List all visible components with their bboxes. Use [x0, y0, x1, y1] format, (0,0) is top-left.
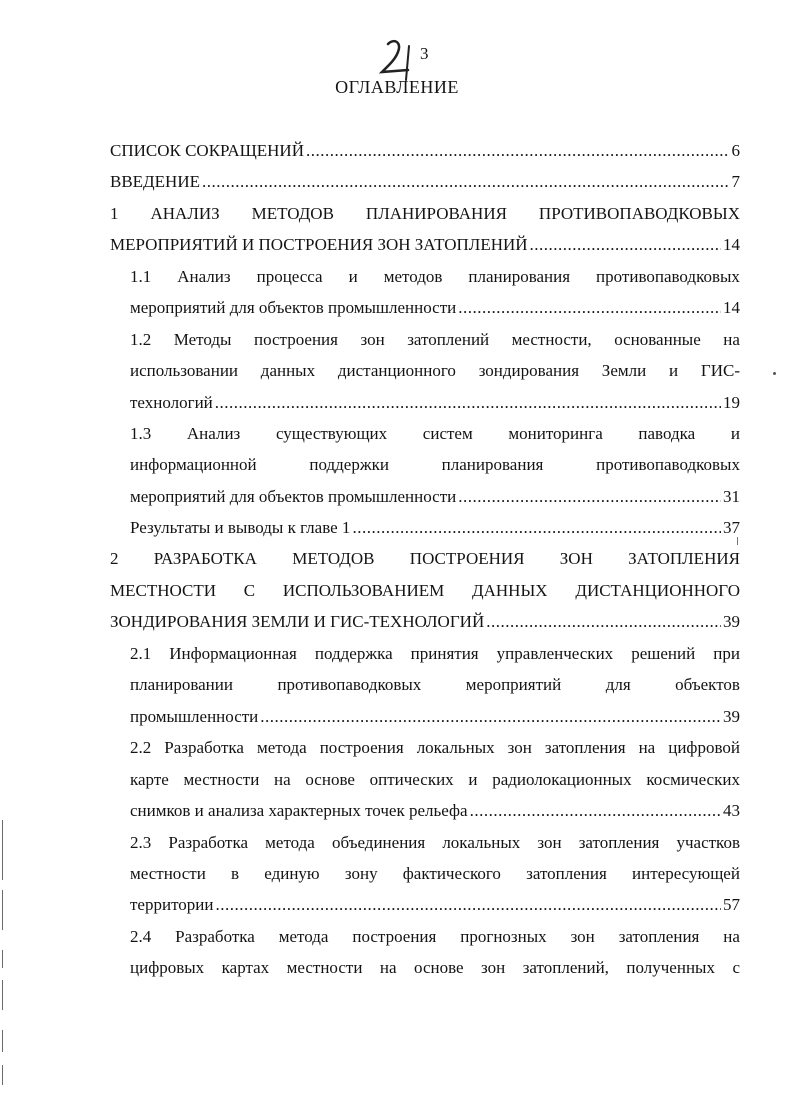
toc-title: ОГЛАВЛЕНИЕ: [335, 77, 459, 97]
toc-entry-title: СПИСОК СОКРАЩЕНИЙ: [110, 141, 304, 160]
toc-page-number: 39: [723, 612, 740, 631]
toc-entry-abbreviations[interactable]: [110, 137, 740, 165]
toc-entry-2-3-line-2[interactable]: местности в единую зону фактического затопления интересующей: [130, 864, 740, 883]
toc-page-number: 14: [723, 235, 740, 254]
toc-entry-1-1-line-2[interactable]: мероприятий для объектов промышленности ..... 14: [130, 294, 740, 322]
toc-entry-chapter-2-line-3[interactable]: ЗОНДИРОВАНИЯ ЗЕМЛИ И ГИС-ТЕХНОЛОГИЙ ..... 39: [110, 608, 740, 636]
scan-margin-marks: [2, 820, 5, 1090]
toc-entry-introduction[interactable]: [110, 168, 740, 196]
toc-leader-dots: [215, 389, 721, 417]
toc-entry-1-3-line-2[interactable]: информационной поддержки планирования противопаводковых: [130, 455, 740, 474]
toc-entry-2-3-line-3[interactable]: территории ..... 57: [130, 891, 740, 919]
scan-speck: [737, 537, 738, 545]
toc-entry-1-3-line-1[interactable]: 1.3 Анализ существующих систем мониторинга паводка и: [130, 424, 740, 443]
toc-entry-chapter-1-results[interactable]: Результаты и выводы к главе 1 ..... 37: [130, 514, 740, 542]
toc-entry-2-4-line-1[interactable]: 2.4 Разработка метода построения прогнозных зон затопления на: [130, 927, 740, 946]
toc-leader-dots: [352, 514, 721, 542]
toc-entry-chapter-2-line-1[interactable]: 2 РАЗРАБОТКА МЕТОДОВ ПОСТРОЕНИЯ ЗОН ЗАТОПЛЕНИЯ: [110, 549, 740, 568]
toc-entry-chapter-1-line-2[interactable]: МЕРОПРИЯТИЙ И ПОСТРОЕНИЯ ЗОН ЗАТОПЛЕНИЙ ..... 14: [110, 231, 740, 259]
toc-leader-dots: [215, 891, 721, 919]
toc-leader-dots: [306, 137, 730, 165]
toc-entry-1-2-line-1[interactable]: 1.2 Методы построения зон затоплений местности, основанные на: [130, 330, 740, 349]
toc-entry-2-2-line-2[interactable]: карте местности на основе оптических и радиолокационных космических: [130, 770, 740, 789]
toc-entry-2-1-line-2[interactable]: планировании противопаводковых мероприятий для объектов: [130, 675, 740, 694]
toc-entry-chapter-2-line-2[interactable]: МЕСТНОСТИ С ИСПОЛЬЗОВАНИЕМ ДАННЫХ ДИСТАНЦИОННОГО: [110, 581, 740, 600]
toc-entry-1-2-line-2[interactable]: использовании данных дистанционного зондирования Земли и ГИС-: [130, 361, 740, 380]
toc-entry-chapter-1-line-1[interactable]: 1 АНАЛИЗ МЕТОДОВ ПЛАНИРОВАНИЯ ПРОТИВОПАВОДКОВЫХ: [110, 204, 740, 223]
toc-page-number: 31: [723, 487, 740, 506]
toc-entry-2-1-line-3[interactable]: промышленности ..... 39: [130, 703, 740, 731]
toc-entry-2-3-line-1[interactable]: 2.3 Разработка метода объединения локальных зон затопления участков: [130, 833, 740, 852]
toc-entry-1-3-line-3[interactable]: мероприятий для объектов промышленности ..... 31: [130, 483, 740, 511]
toc-page-number: 6: [731, 141, 740, 160]
toc-leader-dots: [530, 231, 721, 259]
toc-leader-dots: [486, 608, 721, 636]
toc-page-number: 37: [723, 518, 740, 537]
toc-entry-2-4-line-2[interactable]: цифровых картах местности на основе зон затоплений, полученных с: [130, 958, 740, 977]
toc-leader-dots: [202, 168, 730, 196]
toc-entry-2-2-line-1[interactable]: 2.2 Разработка метода построения локальных зон затопления на цифровой: [130, 738, 740, 757]
toc-page-number: 14: [723, 298, 740, 317]
toc-leader-dots: [470, 797, 721, 825]
page-number: 3: [420, 44, 429, 63]
toc-leader-dots: [458, 483, 721, 511]
toc-entry-2-1-line-1[interactable]: 2.1 Информационная поддержка принятия управленческих решений при: [130, 644, 740, 663]
toc-page-number: 19: [723, 393, 740, 412]
toc-entry-1-2-line-3[interactable]: технологий ..... 19: [130, 389, 740, 417]
scan-speck: [773, 372, 776, 375]
toc-entry-1-1-line-1[interactable]: 1.1 Анализ процесса и методов планирования противопаводковых: [130, 267, 740, 286]
toc-page-number: 57: [723, 895, 740, 914]
toc-leader-dots: [458, 294, 721, 322]
toc-entry-2-2-line-3[interactable]: снимков и анализа характерных точек рельефа ..... 43: [130, 797, 740, 825]
toc-page-number: 39: [723, 707, 740, 726]
toc-leader-dots: [260, 703, 721, 731]
toc-page-number: 43: [723, 801, 740, 820]
toc-entry-title: ВВЕДЕНИЕ: [110, 172, 200, 191]
toc-page-number: 7: [731, 172, 740, 191]
